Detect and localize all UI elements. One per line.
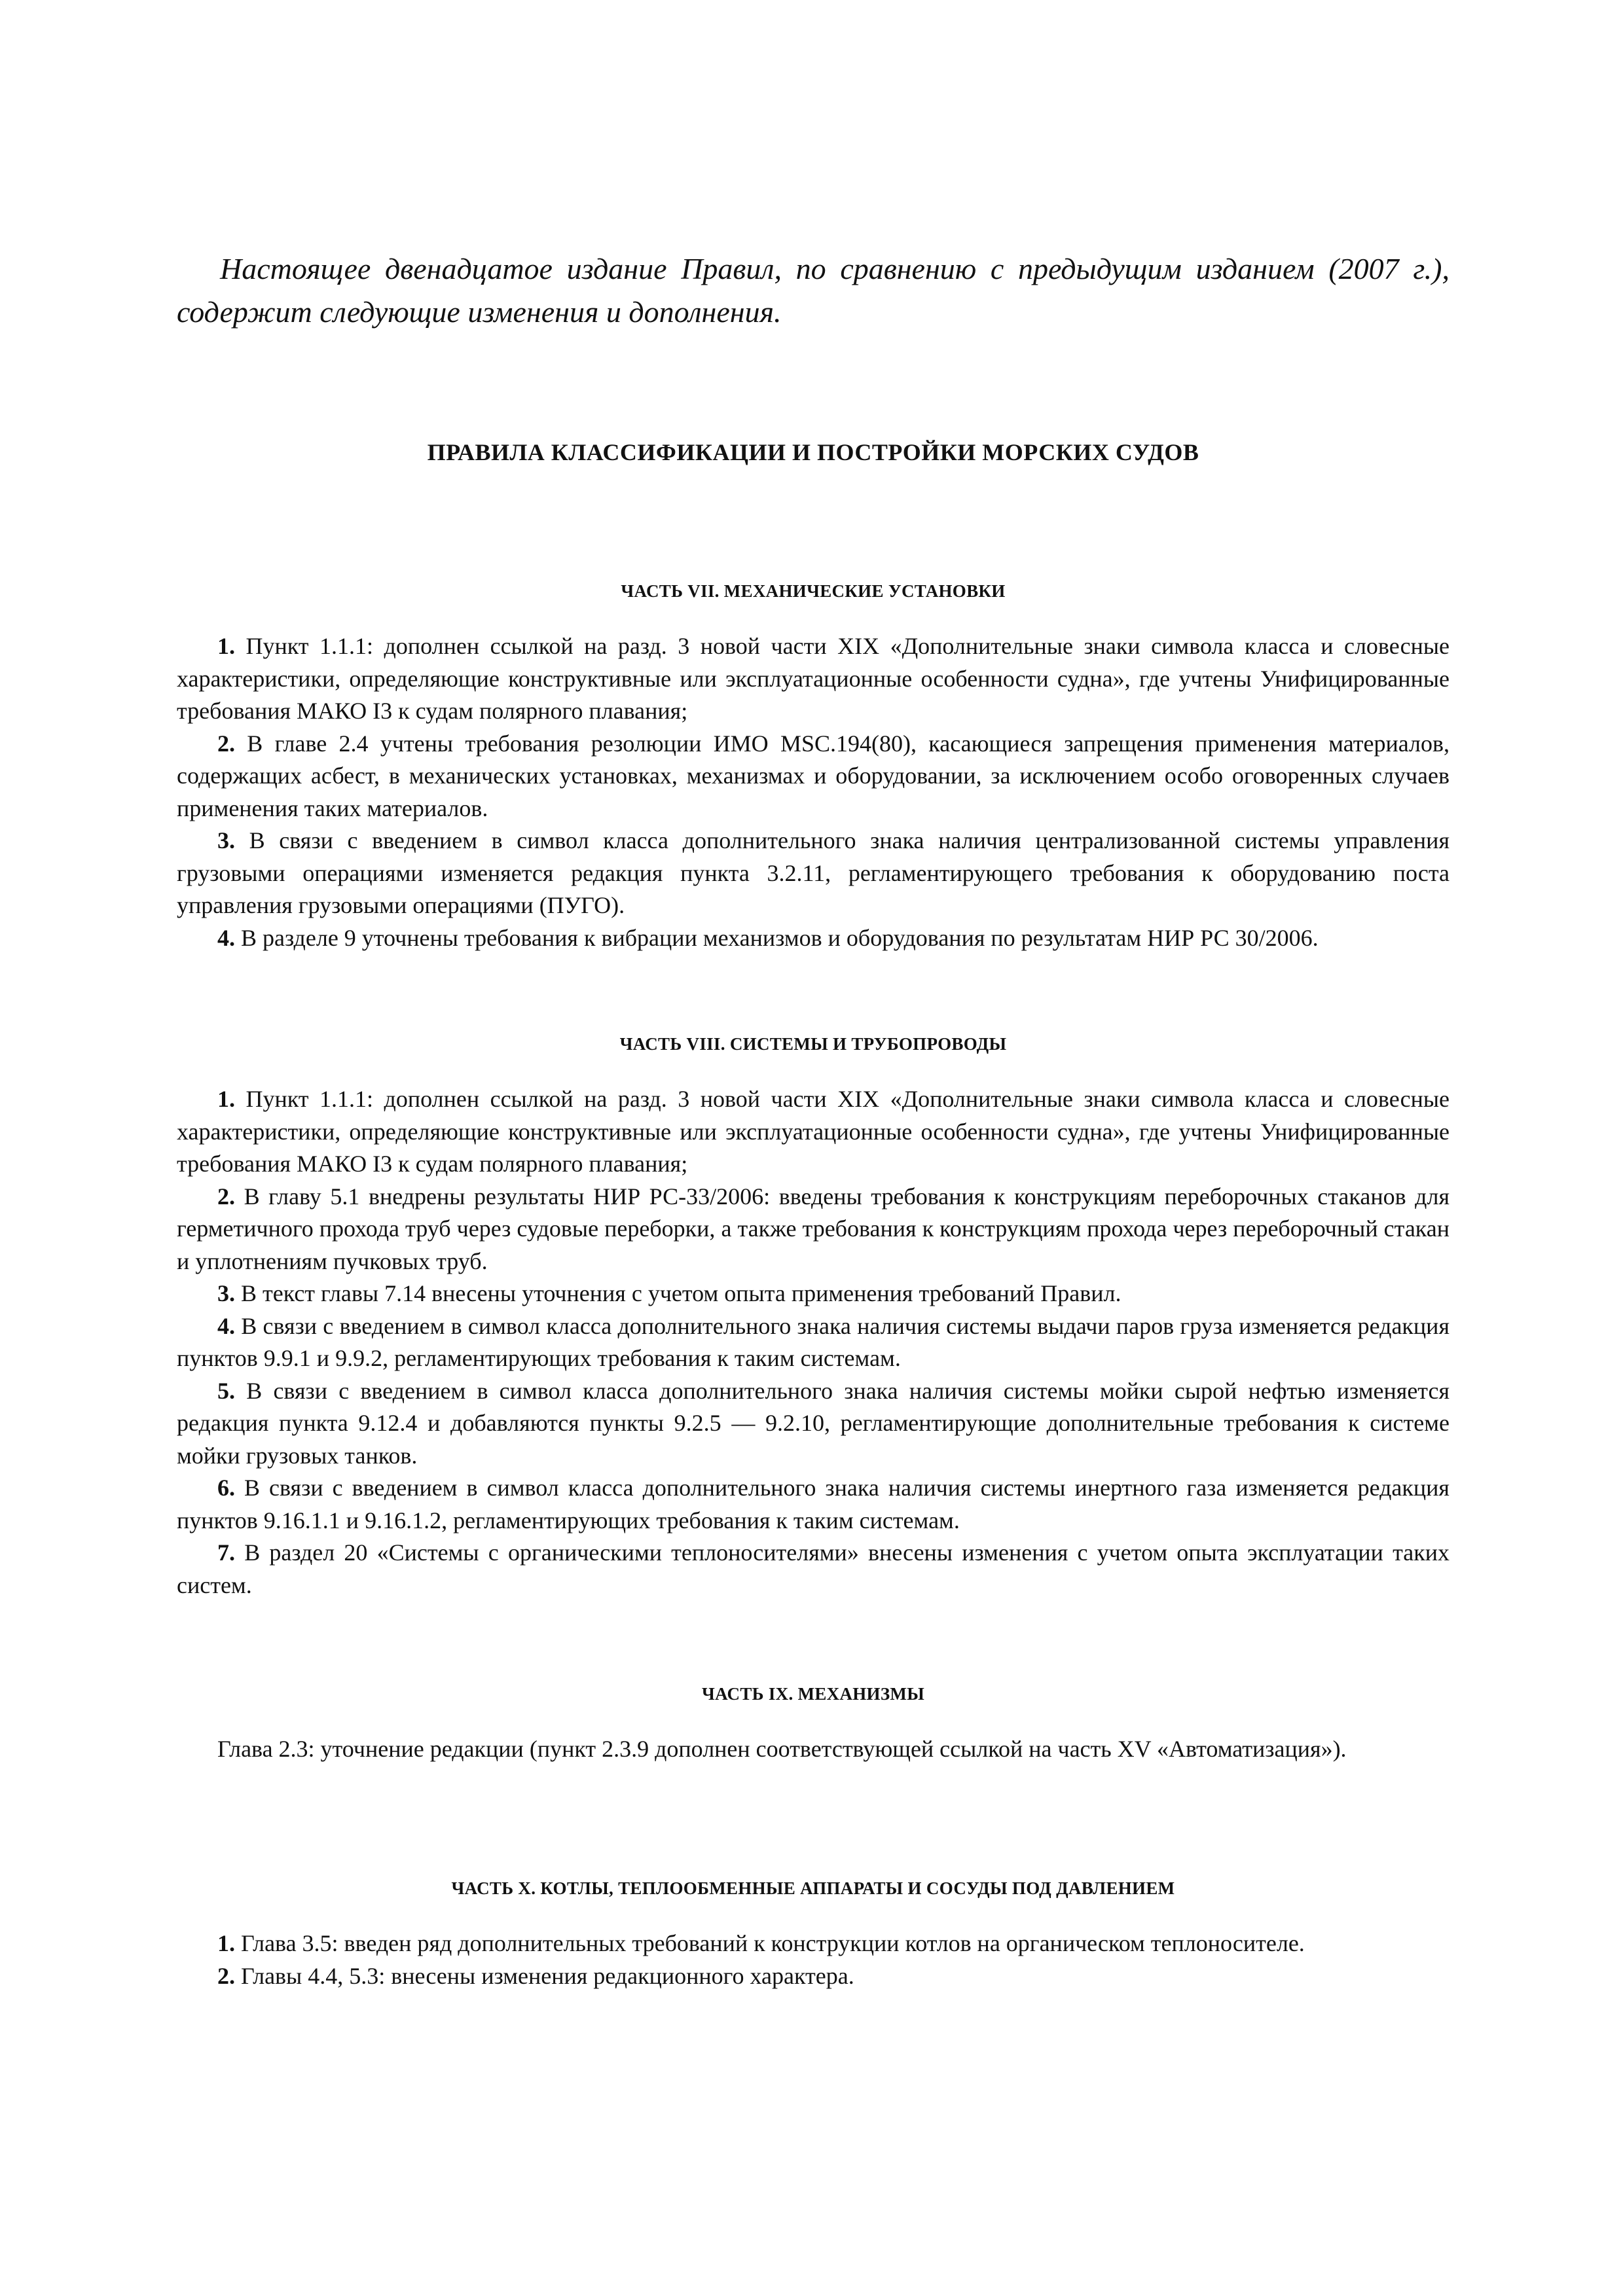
section-part-vii: [177, 581, 1450, 954]
item-text: Пункт 1.1.1: дополнен ссылкой на разд. 3 новой части XIX «Дополнительные знаки символа класса и словесные характеристики, определяющие конструктивные или эксплуатационные особенности судна», где учтены Унифицированные требования МАКО I3 к судам полярного плавания;: [177, 1086, 1450, 1177]
section-heading: ЧАСТЬ X. КОТЛЫ, ТЕПЛООБМЕННЫЕ АППАРАТЫ И СОСУДЫ ПОД ДАВЛЕНИЕМ: [451, 1878, 1175, 1898]
item-text: В главу 5.1 внедрены результаты НИР РС-33/2006: введены требования к конструкциям переборочных стаканов для герметичного прохода труб через судовые переборки, а также требования к конструкциям прохода через переборочный стакан и уплотнениям пучковых труб.: [177, 1183, 1450, 1274]
item-text: В разделе 9 уточнены требования к вибрации механизмов и оборудования по результатам НИР РС 30/2006.: [241, 924, 1319, 951]
list-item: [177, 825, 1450, 922]
item-text: В связи с введением в символ класса дополнительного знака наличия системы выдачи паров груза изменяется редакция пунктов 9.9.1 и 9.9.2, регламентирующих требования к таким системам.: [177, 1312, 1450, 1371]
list-item: [177, 1375, 1450, 1473]
section-heading: ЧАСТЬ IX. МЕХАНИЗМЫ: [701, 1684, 925, 1704]
item-text: В связи с введением в символ класса дополнительного знака наличия системы инертного газа изменяется редакция пунктов 9.16.1.1 и 9.16.1.2, регламентирующих требования к таким системам.: [177, 1475, 1450, 1534]
list-item: [177, 1960, 1450, 1993]
section-part-x: [177, 1878, 1450, 1992]
intro-paragraph: Настоящее двенадцатое издание Правил, по сравнению с предыдущим изданием (2007 г.), содержит следующие изменения и дополнения.: [177, 252, 1450, 329]
list-item: [177, 1310, 1450, 1375]
section-heading: ЧАСТЬ VII. МЕХАНИЧЕСКИЕ УСТАНОВКИ: [621, 581, 1006, 601]
item-text: В раздел 20 «Системы с органическими теплоносителями» внесены изменения с учетом опыта эксплуатации таких систем.: [177, 1539, 1450, 1598]
item-text: В связи с введением в символ класса дополнительного знака наличия системы мойки сырой нефтью изменяется редакция пункта 9.12.4 и добавляются пункты 9.2.5 — 9.2.10, регламентирующие дополнительные требования к системе мойки грузовых танков.: [177, 1377, 1450, 1469]
item-text: Глава 3.5: введен ряд дополнительных требований к конструкции котлов на органическом теплоносителе.: [241, 1930, 1305, 1956]
list-item: [177, 728, 1450, 825]
item-text: В главе 2.4 учтены требования резолюции ИМО MSC.194(80), касающиеся запрещения применения материалов, содержащих асбест, в механических установках, механизмах и оборудовании, за исключением особо оговоренных случаев применения таких материалов.: [177, 730, 1450, 821]
list-item: [177, 922, 1450, 955]
list-item: [177, 1472, 1450, 1537]
item-text: Главы 4.4, 5.3: внесены изменения редакционного характера.: [241, 1962, 854, 1989]
list-item: [177, 1278, 1450, 1310]
item-text: В связи с введением в символ класса дополнительного знака наличия централизованной системы управления грузовыми операциями изменяется редакция пункта 3.2.11, регламентирующего требования к оборудованию поста управления грузовыми операциями (ПУГО).: [177, 827, 1450, 918]
item-number: 5.: [217, 1377, 235, 1404]
list-item: [177, 1537, 1450, 1602]
item-number: 4.: [217, 924, 235, 951]
section-part-ix: [177, 1684, 1450, 1766]
item-number: 4.: [217, 1312, 235, 1339]
item-text: Глава 2.3: уточнение редакции (пункт 2.3.9 дополнен соответствующей ссылкой на часть XV «Автоматизация»).: [217, 1736, 1347, 1762]
item-number: 2.: [217, 730, 235, 757]
list-item: [177, 630, 1450, 728]
section-heading: ЧАСТЬ VIII. СИСТЕМЫ И ТРУБОПРОВОДЫ: [619, 1034, 1007, 1054]
list-item: [177, 1083, 1450, 1181]
item-text: В текст главы 7.14 внесены уточнения с учетом опыта применения требований Правил.: [241, 1280, 1122, 1306]
item-number: 6.: [217, 1475, 235, 1501]
section-part-viii: [177, 1034, 1450, 1602]
main-title: ПРАВИЛА КЛАССИФИКАЦИИ И ПОСТРОЙКИ МОРСКИХ СУДОВ: [427, 439, 1199, 465]
item-number: 3.: [217, 827, 235, 853]
item-text: Пункт 1.1.1: дополнен ссылкой на разд. 3 новой части XIX «Дополнительные знаки символа класса и словесные характеристики, определяющие конструктивные или эксплуатационные особенности судна», где учтены Унифицированные требования МАКО I3 к судам полярного плавания;: [177, 633, 1450, 724]
item-number: 3.: [217, 1280, 235, 1306]
item-number: 2.: [217, 1962, 235, 1989]
list-item: [177, 1733, 1450, 1766]
list-item: [177, 1928, 1450, 1960]
item-number: 1.: [217, 1930, 235, 1956]
item-number: 1.: [217, 633, 235, 659]
item-number: 2.: [217, 1183, 235, 1210]
list-item: [177, 1181, 1450, 1278]
item-number: 7.: [217, 1539, 235, 1566]
item-number: 1.: [217, 1086, 235, 1112]
